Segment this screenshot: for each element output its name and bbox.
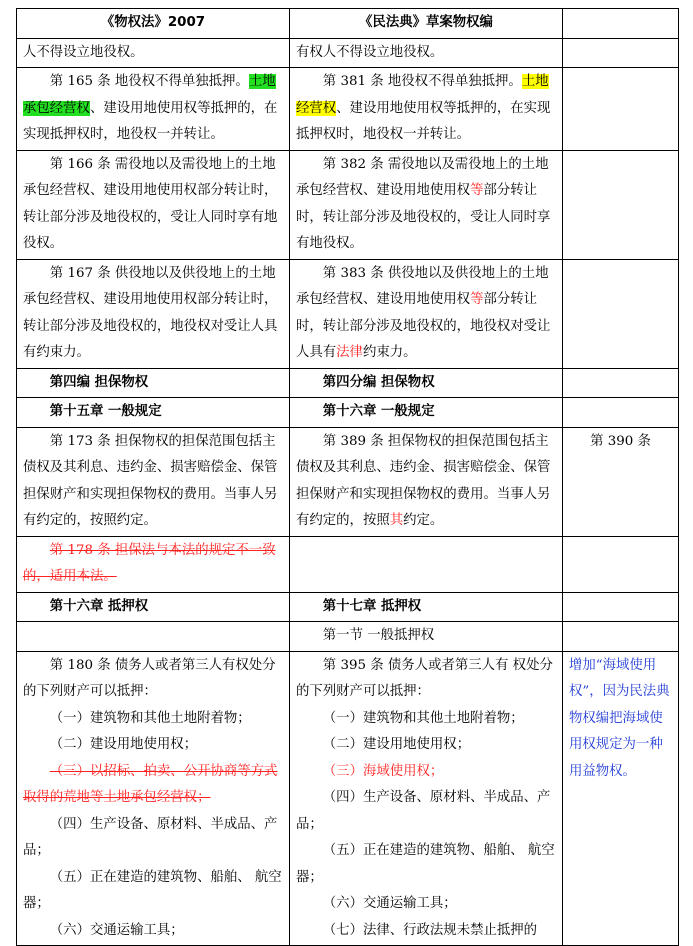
- table-row: [17, 150, 679, 259]
- changed-text: 其: [389, 513, 404, 528]
- row3-col3: [563, 150, 679, 259]
- chapter-heading-col1: 第十五章 一般规定: [17, 398, 290, 428]
- article-text: 约定。: [403, 513, 444, 528]
- row2-col2: [290, 68, 563, 151]
- list-item: （五）正在建造的建筑物、船舶、 航空器；: [296, 843, 555, 885]
- header-col3: [563, 9, 679, 39]
- highlighted-term: 土地经营权: [296, 74, 549, 116]
- part-heading-col1: 第四编 担保物权: [17, 368, 290, 398]
- row4-col2: [290, 259, 563, 368]
- list-item: （一）建筑物和其他土地附着物；: [49, 710, 251, 726]
- row7-col1: 第 173 条 担保物权的担保范围包括主债权及其利息、违约金、损害赔偿金、保管担保财产和实现担保物权的费用。当事人另有约定的，按照约定。: [17, 427, 290, 536]
- row9-col3: [563, 592, 679, 622]
- row6-col3: [563, 398, 679, 428]
- article-text: 第 383 条 供役地以及供役地上的土地承包经营权、建设用地使用权: [296, 265, 549, 307]
- row7-col3: 第 390 条: [563, 427, 679, 536]
- comparison-table: [16, 8, 679, 946]
- list-item: （二）建设用地使用权；: [322, 737, 471, 752]
- list-item: （六）交通运输工具；: [49, 922, 184, 938]
- table-row: [17, 651, 679, 946]
- row11-col1: [17, 651, 290, 946]
- list-item: （一）建筑物和其他土地附着物；: [322, 710, 524, 726]
- row7-col2: [290, 427, 563, 536]
- row2-col1: [17, 68, 290, 151]
- article-text: 第 382 条 需役地以及需役地上的土地承包经营权、建设用地使用权: [296, 156, 549, 198]
- changed-text: 等: [470, 292, 484, 307]
- header-col1: 《物权法》2007: [17, 9, 290, 39]
- article-lead: 第 395 条 债务人或者第三人有 权处分的下列财产可以抵押：: [296, 657, 553, 699]
- row11-col2: [290, 651, 563, 946]
- article-text: 第 389 条 担保物权的担保范围包括主债权及其利息、违约金、损害赔偿金、保管担保财产和实现担保物权的费用。当事人另有约定的，按照: [296, 433, 551, 528]
- table-row: [17, 622, 679, 652]
- article-text: 、建设用地使用权等抵押的，在实现抵押权时，地役权一并转让。: [296, 100, 551, 142]
- section-heading: 第一节 一般抵押权: [290, 622, 563, 652]
- article-text: 部分转让时，转让部分涉及地役权的，地役权对受让人具有: [296, 292, 551, 360]
- table-row: [17, 38, 679, 68]
- deleted-list-item: （三）以招标、拍卖、公开协商等方式取得的荒地等土地承包经营权；: [23, 763, 278, 805]
- row10-col1: [17, 622, 290, 652]
- row3-col1: 第 166 条 需役地以及需役地上的土地承包经营权、建设用地使用权部分转让时，转让部分涉及地役权的，受让人同时享有地役权。: [17, 150, 290, 259]
- chapter-heading-col1: 第十六章 抵押权: [17, 592, 290, 622]
- row1-col2: 有权人不得设立地役权。: [290, 38, 563, 68]
- table-row: [17, 427, 679, 536]
- list-item: （七）法律、行政法规未禁止抵押的: [322, 922, 538, 938]
- list-item: （四）生产设备、原材料、半成品、产品；: [23, 816, 278, 858]
- article-text: 第 381 条 地役权不得单独抵押。: [322, 74, 522, 89]
- article-text: 第 165 条 地役权不得单独抵押。: [49, 74, 249, 89]
- row2-col3: [563, 68, 679, 151]
- row4-col1: 第 167 条 供役地以及供役地上的土地承包经营权、建设用地使用权部分转让时，转让部分涉及地役权的，地役权对受让人具有约束力。: [17, 259, 290, 368]
- list-item: （四）生产设备、原材料、半成品、产品；: [296, 790, 551, 832]
- article-text: 约束力。: [362, 345, 417, 360]
- list-item: （二）建设用地使用权；: [49, 737, 198, 752]
- header-col2: 《民法典》草案物权编: [290, 9, 563, 39]
- table-row: [17, 259, 679, 368]
- table-row: [17, 592, 679, 622]
- chapter-heading-col2: 第十六章 一般规定: [290, 398, 563, 428]
- article-text: 部分转让时，转让部分涉及地役权的，受让人同时享有地役权。: [296, 183, 551, 251]
- table-row: [17, 398, 679, 428]
- row1-col1: 人不得设立地役权。: [17, 38, 290, 68]
- article-lead: 第 180 条 债务人或者第三人有权处分的下列财产可以抵押：: [23, 657, 276, 699]
- article-text: 、建设用地使用权等抵押的，在实现抵押权时，地役权一并转让。: [23, 100, 278, 142]
- annotation-note: 增加“海域使用权”，因为民法典物权编把海域使用权规定为一种用益物权。: [563, 651, 679, 946]
- row1-col3: [563, 38, 679, 68]
- row3-col2: [290, 150, 563, 259]
- list-item: （五）正在建造的建筑物、船舶、 航空器；: [23, 869, 282, 911]
- table-row: [17, 68, 679, 151]
- row8-col3: [563, 536, 679, 592]
- list-item: （六）交通运输工具；: [322, 896, 457, 911]
- row10-col3: [563, 622, 679, 652]
- table-row: [17, 536, 679, 592]
- highlighted-term: 土地承包经营权: [23, 74, 276, 116]
- row8-col2: [290, 536, 563, 592]
- row4-col3: [563, 259, 679, 368]
- header-row: [17, 9, 679, 39]
- changed-text: 法律: [336, 345, 363, 360]
- chapter-heading-col2: 第十七章 抵押权: [290, 592, 563, 622]
- added-list-item: （三）海域使用权；: [322, 763, 444, 779]
- table-row: [17, 368, 679, 398]
- deleted-article: 第 178 条 担保法与本法的规定不一致的，适用本法。: [17, 536, 290, 592]
- part-heading-col2: 第四分编 担保物权: [290, 368, 563, 398]
- changed-text: 等: [470, 183, 484, 198]
- row5-col3: [563, 368, 679, 398]
